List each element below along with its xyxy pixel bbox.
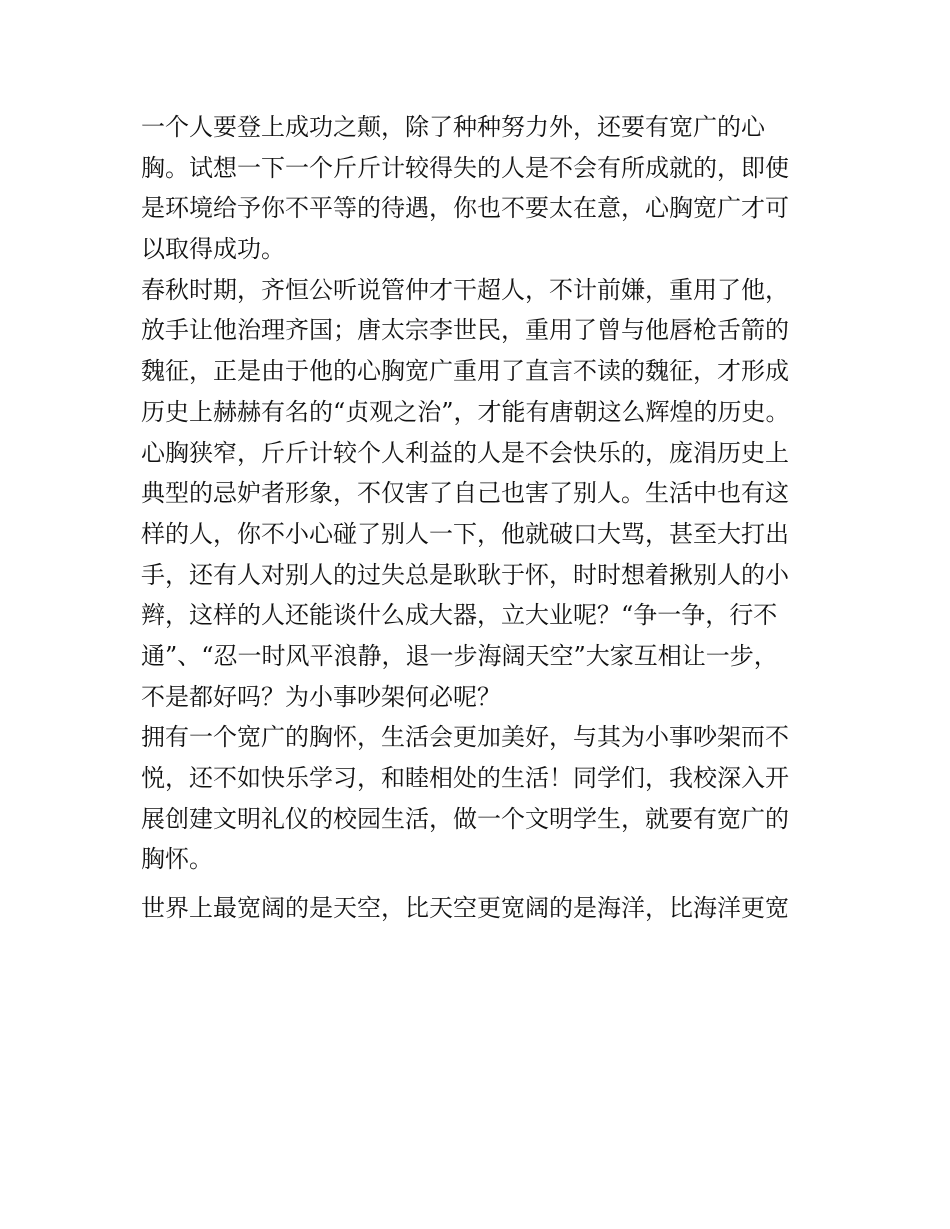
text-line: 胸。试想一下一个斤斤计较得失的人是不会有所成就的，即使 [141, 153, 789, 182]
text-line: 一个人要登上成功之颠，除了种种努力外，还要有宽广的心 [141, 113, 765, 141]
text-line: 展创建文明礼仪的校园生活，做一个文明学生，就要有宽广的 [141, 804, 789, 833]
paragraph-5 [141, 888, 821, 929]
text-line: 魏征，正是由于他的心胸宽广重用了直言不读的魏征，才形成 [141, 357, 789, 386]
body-text [141, 107, 821, 929]
text-line: 心胸狭窄，斤斤计较个人利益的人是不会快乐的，庞涓历史上 [141, 438, 789, 467]
paragraph-3 [141, 433, 821, 718]
text-line: 春秋时期，齐恒公听说管仲才干超人，不计前嫌，重用了他， [141, 275, 789, 304]
text-line: 不是都好吗？为小事吵架何必呢？ [141, 682, 501, 711]
paragraph-2 [141, 270, 821, 433]
text-line: 是环境给予你不平等的待遇，你也不要太在意，心胸宽广才可 [141, 194, 789, 223]
text-line: 历史上赫赫有名的“贞观之治”，才能有唐朝这么辉煌的历史。 [141, 397, 790, 426]
text-line: 放手让他治理齐国；唐太宗李世民，重用了曾与他唇枪舌箭的 [141, 316, 789, 345]
text-line: 样的人，你不小心碰了别人一下，他就破口大骂，甚至大打出 [141, 519, 789, 548]
text-line: 辫，这样的人还能谈什么成大器，立大业呢？“争一争，行不 [141, 601, 778, 630]
paragraph-spacer [141, 880, 821, 888]
text-line: 手，还有人对别人的过失总是耿耿于怀，时时想着揪别人的小 [141, 560, 789, 589]
text-line: 胸怀。 [141, 845, 213, 874]
paragraph-1 [141, 107, 821, 270]
text-line: 悦，还不如快乐学习，和睦相处的生活！同学们，我校深入开 [141, 764, 789, 792]
text-line: 世界上最宽阔的是天空，比天空更宽阔的是海洋，比海洋更宽 [141, 894, 789, 923]
text-line: 典型的忌妒者形象，不仅害了自己也害了别人。生活中也有这 [141, 479, 789, 508]
text-line: 拥有一个宽广的胸怀，生活会更加美好，与其为小事吵架而不 [141, 723, 789, 752]
text-line: 以取得成功。 [141, 235, 285, 264]
text-line: 通”、“忍一时风平浪静，退一步海阔天空”大家互相让一步， [141, 641, 778, 670]
paragraph-4 [141, 717, 821, 880]
